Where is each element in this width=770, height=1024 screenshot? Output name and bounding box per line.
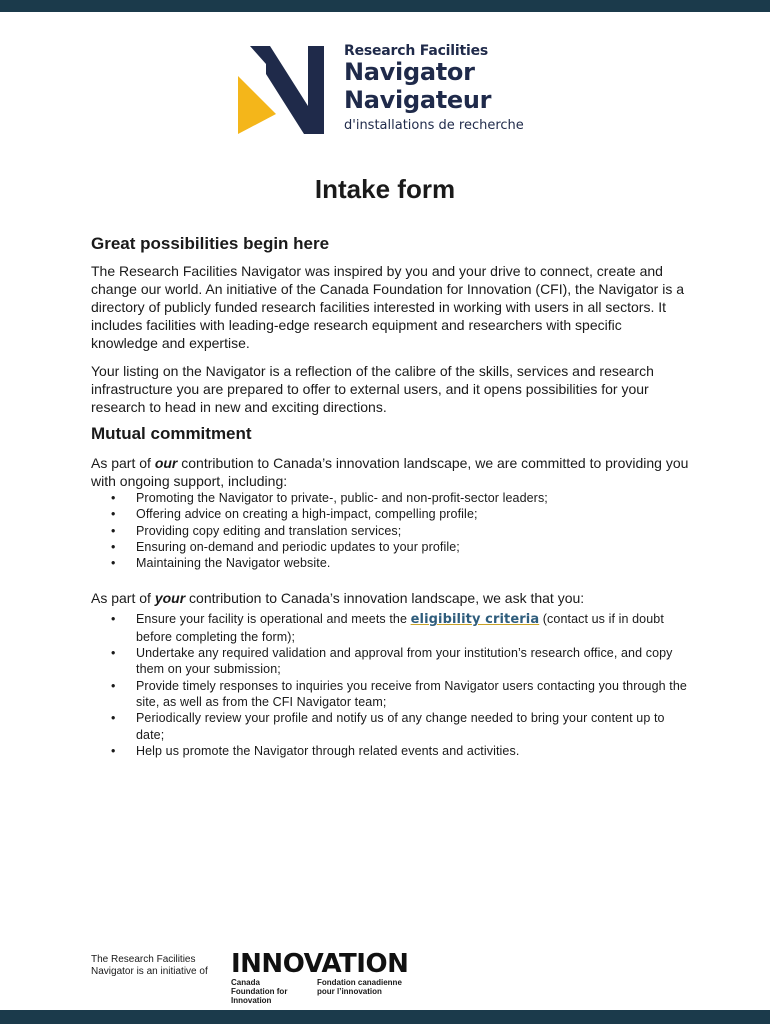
navigator-logo (236, 44, 546, 140)
cfi-name-french: Fondation canadienne pour l’innovation (317, 978, 402, 996)
your-contribution-intro: As part of your contribution to Canada’s innovation landscape, we ask that you: (91, 590, 585, 607)
our-commitments-list (91, 490, 691, 571)
logo-line-navigateur: Navigateur (344, 86, 492, 114)
logo-line-research-facilities: Research Facilities (344, 43, 488, 59)
list-item: • Ensure your facility is operational and meets the eligibility criteria (contact us if in doubt before completing the form); (91, 611, 691, 645)
section-heading-possibilities: Great possibilities begin here (91, 234, 330, 253)
intro-paragraph-2: Your listing on the Navigator is a reflection of the calibre of the skills, services and research infrastructure you are prepared to offer to external users, and it opens possibilities for your research to head in new and exciting directions. (91, 363, 654, 415)
cfi-wordmark: INNOVATION (231, 949, 409, 979)
top-color-bar (0, 0, 770, 12)
navigator-n-mark-icon (236, 44, 336, 140)
list-item: • Promoting the Navigator to private-, public- and non-profit-sector leaders; (91, 490, 691, 506)
list-item: • Help us promote the Navigator through related events and activities. (91, 743, 691, 759)
list-item: • Undertake any required validation and approval from your institution’s research office, and copy them on your submission; (91, 645, 691, 678)
list-item: • Periodically review your profile and notify us of any change needed to bring your content up to date; (91, 710, 691, 743)
intro-paragraph-1: The Research Facilities Navigator was inspired by you and your drive to connect, create and change our world. An initiative of the Canada Foundation for Innovation (CFI), the Navigator is a directory of publicly funded research facilities interested in working with users in all sectors. It includes facilities with leading-edge research equipment and researchers with specific knowledge and expertise. (91, 263, 685, 351)
logo-line-french-subtitle: d'installations de recherche (344, 118, 524, 133)
list-item: • Maintaining the Navigator website. (91, 555, 691, 571)
page-title: Intake form (314, 174, 456, 204)
cfi-innovation-logo (231, 949, 411, 1005)
list-item: • Offering advice on creating a high-impact, compelling profile; (91, 506, 691, 522)
footer-initiative-note: The Research Facilities Navigator is an initiative of (91, 954, 208, 977)
logo-line-navigator: Navigator (344, 58, 475, 86)
list-item: • Providing copy editing and translation services; (91, 523, 691, 539)
your-commitments-list (91, 611, 691, 759)
main-content (91, 234, 691, 759)
section-heading-commitment: Mutual commitment (91, 424, 252, 443)
list-item: • Provide timely responses to inquiries you receive from Navigator users contacting you through the site, as well as from the CFI Navigator team; (91, 678, 691, 711)
bottom-color-bar (0, 1010, 770, 1024)
cfi-name-english: Canada Foundation for Innovation (231, 978, 288, 1005)
our-contribution-intro: As part of our contribution to Canada’s innovation landscape, we are committed to providing you with ongoing support, including: (91, 455, 689, 489)
list-item: • Ensuring on-demand and periodic updates to your profile; (91, 539, 691, 555)
eligibility-criteria-link[interactable]: eligibility criteria (410, 612, 540, 628)
